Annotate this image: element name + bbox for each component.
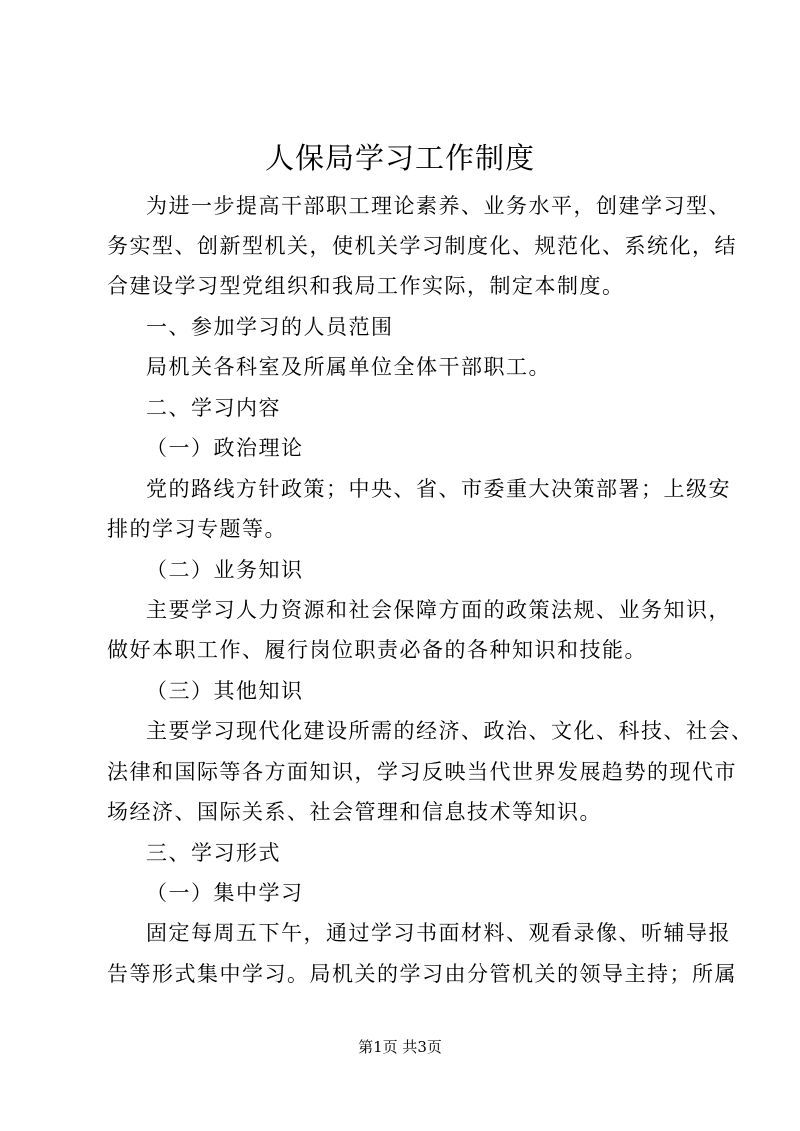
paragraph-line: 场经济、国际关系、社会管理和信息技术等知识。 bbox=[107, 800, 602, 824]
document-title: 人保局学习工作制度 bbox=[264, 141, 535, 175]
section-heading: 三、学习形式 bbox=[146, 841, 281, 865]
subsection-heading: （二）业务知识 bbox=[146, 558, 304, 582]
subsection-heading: （一）集中学习 bbox=[146, 881, 304, 905]
paragraph-line: 法律和国际等各方面知识，学习反映当代世界发展趋势的现代市 bbox=[107, 760, 737, 784]
paragraph-line: 排的学习专题等。 bbox=[107, 517, 287, 541]
paragraph-line: 主要学习现代化建设所需的经济、政治、文化、科技、社会、 bbox=[146, 719, 754, 743]
paragraph-line: 为进一步提高干部职工理论素养、业务水平，创建学习型、 bbox=[146, 194, 731, 218]
paragraph-line: 局机关各科室及所属单位全体干部职工。 bbox=[146, 355, 551, 379]
paragraph-line: 主要学习人力资源和社会保障方面的政策法规、业务知识， bbox=[146, 598, 731, 622]
paragraph-line: 告等形式集中学习。局机关的学习由分管机关的领导主持；所属 bbox=[107, 962, 737, 986]
subsection-heading: （三）其他知识 bbox=[146, 679, 304, 703]
paragraph-line: 做好本职工作、履行岗位职责必备的各种知识和技能。 bbox=[107, 638, 647, 662]
subsection-heading: （一）政治理论 bbox=[146, 436, 304, 460]
paragraph-line: 党的路线方针政策；中央、省、市委重大决策部署；上级安 bbox=[146, 477, 731, 501]
paragraph-line: 固定每周五下午，通过学习书面材料、观看录像、听辅导报 bbox=[146, 921, 731, 945]
page-number-footer: 第1页 共3页 bbox=[358, 1038, 442, 1056]
paragraph-line: 务实型、创新型机关，使机关学习制度化、规范化、系统化，结 bbox=[107, 234, 737, 258]
section-heading: 一、参加学习的人员范围 bbox=[146, 315, 394, 339]
paragraph-line: 合建设学习型党组织和我局工作实际，制定本制度。 bbox=[107, 274, 625, 298]
section-heading: 二、学习内容 bbox=[146, 396, 281, 420]
